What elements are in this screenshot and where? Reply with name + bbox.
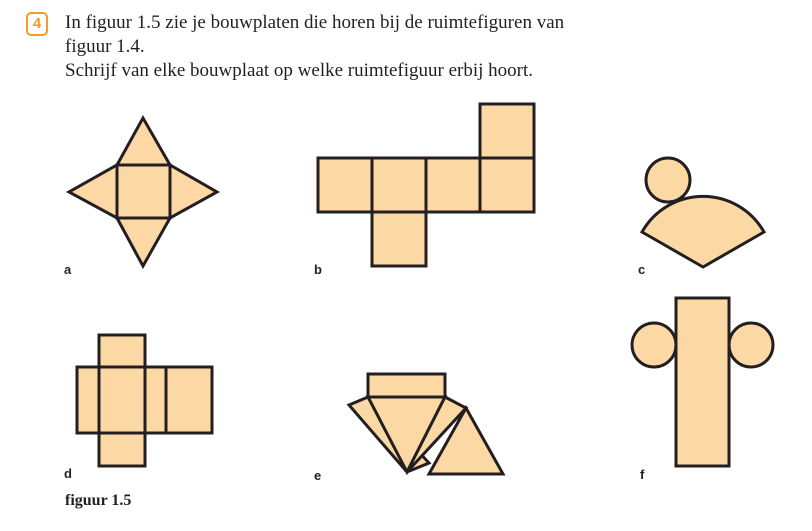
- net-f-circle-left: [632, 323, 676, 367]
- net-b-square-1: [318, 158, 372, 212]
- net-a-triangle-bottom: [117, 218, 170, 266]
- net-c-sector: [642, 196, 764, 267]
- net-d-face-bottom: [99, 433, 145, 466]
- net-label-b: b: [314, 262, 322, 277]
- net-c-cone: [642, 158, 764, 267]
- net-d-face-top: [99, 335, 145, 367]
- net-b-cube: [318, 104, 534, 266]
- figure-caption: figuur 1.5: [65, 492, 132, 509]
- net-f-cylinder: [632, 298, 773, 466]
- net-a-triangle-left: [69, 165, 117, 218]
- net-a-triangle-right: [170, 165, 217, 218]
- net-c-circle-base: [646, 158, 690, 202]
- net-label-e: e: [314, 468, 322, 483]
- instruction-line-2: figuur 1.4.: [65, 36, 145, 57]
- net-label-d: d: [64, 466, 72, 481]
- instruction-line-1: In figuur 1.5 zie je bouwplaten die horen bij de ruimtefiguren van: [65, 12, 565, 33]
- net-label-f: f: [640, 467, 645, 482]
- net-label-a: a: [64, 262, 72, 277]
- net-b-square-top: [480, 104, 534, 158]
- net-a-square-base: [117, 165, 170, 218]
- net-d-face-middle: [99, 367, 145, 433]
- net-a-triangle-top: [117, 118, 170, 165]
- net-b-square-bottom: [372, 212, 426, 266]
- net-e-triangular-prism: [349, 374, 503, 474]
- net-d-rectangular-prism: [77, 335, 212, 466]
- net-b-square-3: [426, 158, 480, 212]
- net-d-face-right: [166, 367, 212, 433]
- net-b-square-2: [372, 158, 426, 212]
- net-b-square-4: [480, 158, 534, 212]
- instruction-line-3: Schrijf van elke bouwplaat op welke ruimtefiguur erbij hoort.: [65, 60, 534, 81]
- net-f-rectangle: [676, 298, 729, 466]
- exercise-number-badge: 4: [26, 12, 48, 36]
- net-d-face-left: [77, 367, 99, 433]
- net-f-circle-right: [729, 323, 773, 367]
- net-label-c: c: [638, 262, 646, 277]
- net-e-rect-top: [368, 374, 445, 397]
- net-a-square-pyramid: [69, 118, 217, 266]
- net-d-face-right-narrow: [145, 367, 166, 433]
